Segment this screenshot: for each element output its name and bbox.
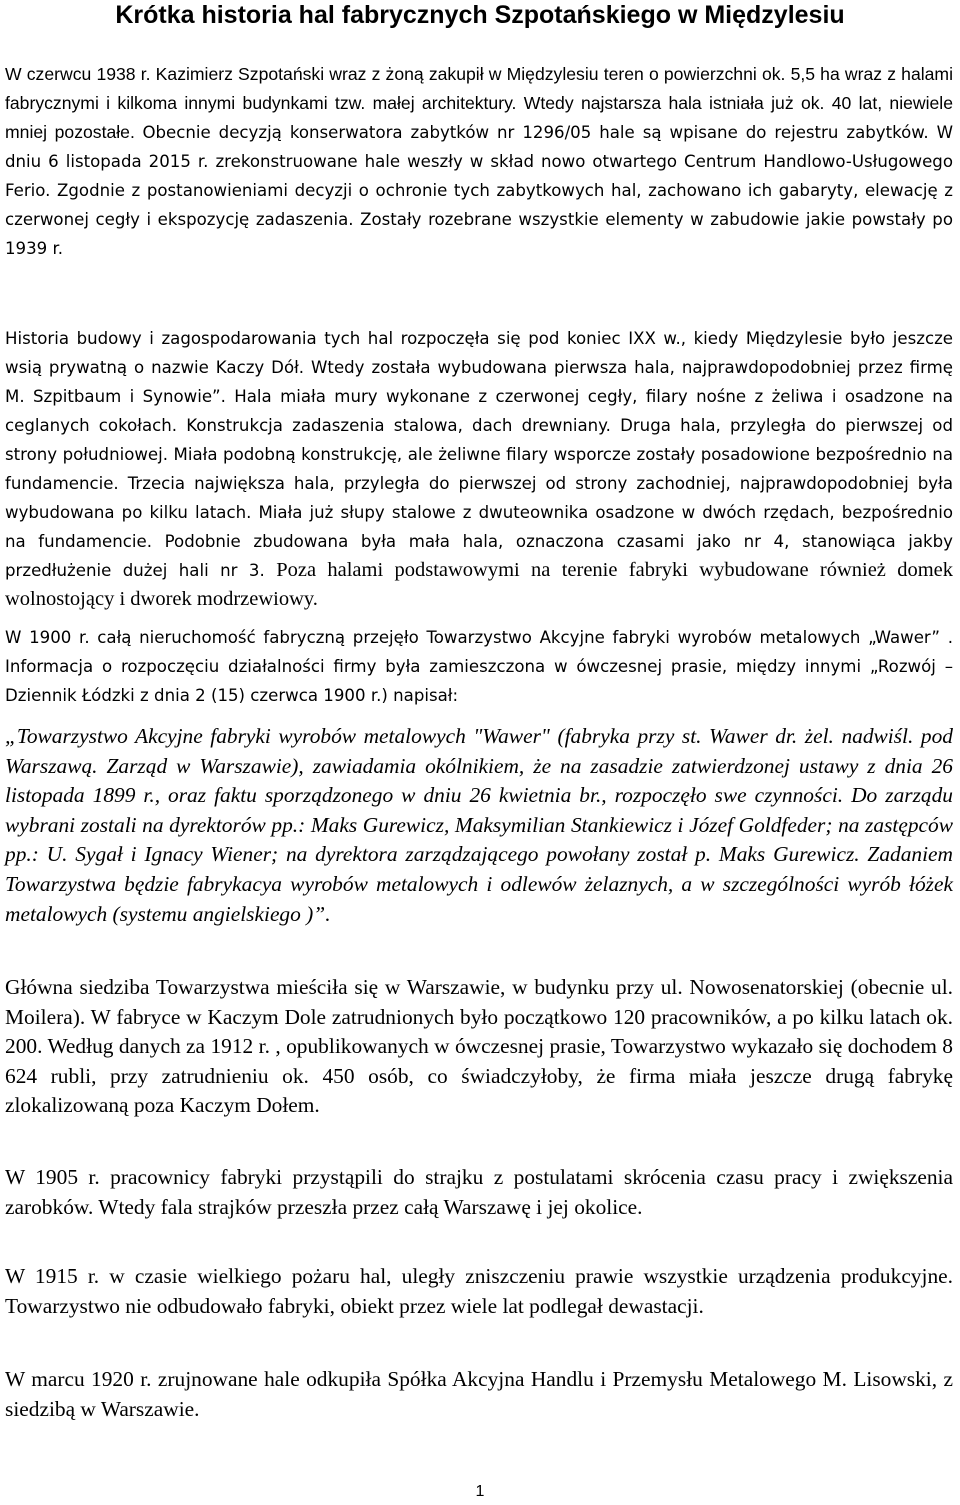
paragraph-1905-strike: W 1905 r. pracownicy fabryki przystąpili do strajku z postulatami skrócenia czasu pracy i zwiększenia zarobków. Wtedy fala strajków przeszła przez całą Warszawę i jej okolice. xyxy=(5,1165,953,1219)
paragraph-history-span-sans: Historia budowy i zagospodarowania tych hal rozpoczęła się pod koniec IXX w., kiedy Międzylesie było jeszcze wsią prywatną o nazwie Kaczy Dół. Wtedy została wybudowana pierwsza hala, najprawdopodobniej przez firmę M. Szpitbaum i Synowie”. Hala miała mury wykonane z czerwonej cegły, filary nośne z żeliwa i osadzone na ceglanych cokołach. Konstrukcja zadaszenia stalowa, dach drewniany. Druga hala, przyległa do pierwszej od strony południowej. Miała podobną konstrukcję, ale żeliwne filary wsporcze zostały posadowione bezpośrednio na fundamencie. Trzecia największa hala, przyległa do pierwszej od strony zachodniej, najprawdopodobniej była wybudowana po kilku latach. Miała już słupy stalowe z dwuteownika osadzone w dwóch rzędach, bezpośrednio na fundamencie. Podobnie zbudowana była mała hala, oznaczona czasami jako nr 4, stanowiąca jakby przedłużenie dużej hali nr 3. xyxy=(5,329,953,580)
paragraph-history-halls xyxy=(5,324,953,614)
document-title: Krótka historia hal fabrycznych Szpotańskiego w Międzylesiu xyxy=(115,1,845,29)
paragraph-1920-sale: W marcu 1920 r. zrujnowane hale odkupiła Spółka Akcyjna Handlu i Przemysłu Metalowego M. Lisowski, z siedzibą w Warszawie. xyxy=(5,1367,953,1421)
paragraph-1915-fire: W 1915 r. w czasie wielkiego pożaru hal, uległy zniszczeniu prawie wszystkie urządzenia produkcyjne. Towarzystwo nie odbudowało fabryki, obiekt przez wiele lat podlegał dewastacji. xyxy=(5,1264,953,1318)
paragraph-1938-span-arial: W czerwcu 1938 r. Kazimierz Szpotański wraz z żoną zakupił w Międzylesiu teren o powierzchni ok. 5,5 ha wraz z halami fabrycznymi i kilkoma innymi budynkami tzw. małej architektury. Wtedy najstarsza hala istniała już ok. 40 lat, niewiele mniej pozostałe. xyxy=(5,64,953,142)
paragraph-history-span-serif: Poza halami podstawowymi na terenie fabryki wybudowane również domek wolnostojący i dworek modrzewiowy. xyxy=(5,559,954,610)
paragraph-headquarters: Główna siedziba Towarzystwa mieściła się w Warszawie, w budynku przy ul. Nowosenatorskiej (obecnie ul. Moilera). W fabryce w Kaczym Dole zatrudnionych było początkowo 120 pracowników, a po kilku latach ok. 200. Według danych za 1912 r. , opublikowanych w ówczesnej prasie, Towarzystwo wykazało się dochodem 8 624 rubli, przy zatrudnieniu ok. 450 osób, co świadczyłoby, że firma miała jeszcze drugą fabrykę zlokalizowaną poza Kaczym Dołem. xyxy=(5,975,953,1117)
paragraph-1938-span-sans: Obecnie decyzją konserwatora zabytków nr 1296/05 hale są wpisane do rejestru zabytków. W dniu 6 listopada 2015 r. zrekonstruowane hale weszły w skład nowo otwartego Centrum Handlowo-Usługowego Ferio. Zgodnie z postanowieniami decyzji o ochronie tych zabytkowych hal, zachowano ich gabaryty, elewację z czerwonej cegły i ekspozycję zadaszenia. Zostały rozebrane wszystkie elementy w zabudowie jakie powstały po 1939 r. xyxy=(5,123,953,258)
page-number: 1 xyxy=(475,1483,485,1500)
paragraph-quote-rozwoj: „Towarzystwo Akcyjne fabryki wyrobów metalowych "Wawer" (fabryka przy st. Wawer dr. żel. nadwiśl. pod Warszawą. Zarząd w Warszawie), zawiadamia okólnikiem, że na zasadzie zatwierdzonej ustawy z dnia 26 listopada 1899 r., oraz faktu sporządzonego w dniu 26 kwietnia br., rozpoczęło swe czynności. Do zarządu wybrani zostali na dyrektorów pp.: Maks Gurewicz, Maksymilian Stankiewicz i Józef Goldfeder; na zastępców pp.: U. Sygał i Ignacy Wiener; na dyrektora zarządzającego powołany został p. Maks Gurewicz. Zadaniem Towarzystwa będzie fabrykacya wyrobów metalowych i odlewów żelaznych, a w szczególności wyrób łóżek metalowych (systemu angielskiego )”. xyxy=(5,724,953,926)
paragraph-1938-purchase xyxy=(5,60,953,263)
paragraph-1900-takeover: W 1900 r. całą nieruchomość fabryczną przejęło Towarzystwo Akcyjne fabryki wyrobów metalowych „Wawer” . Informacja o rozpoczęciu działalności firmy była zamieszczona w ówczesnej prasie, między innymi „Rozwój – Dziennik Łódzki z dnia 2 (15) czerwca 1900 r.) napisał: xyxy=(5,628,953,705)
